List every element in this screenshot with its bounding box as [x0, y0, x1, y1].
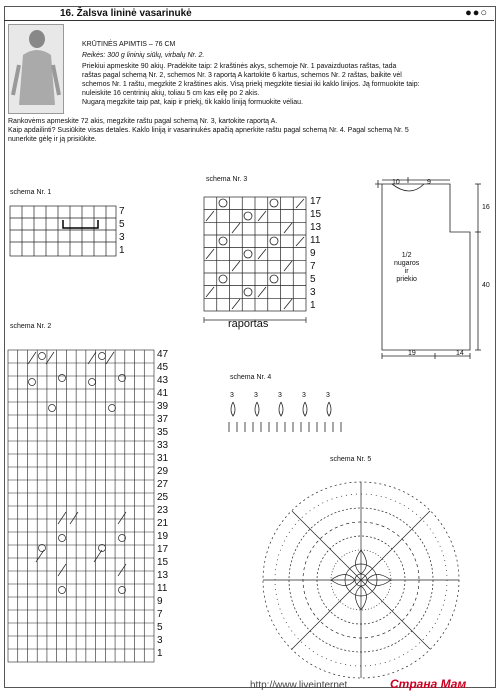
schema1-row-1: 1 — [119, 245, 125, 256]
schema2-row-31: 31 — [157, 453, 169, 464]
schema2-row-23: 23 — [157, 505, 169, 516]
sleeve-instructions: Rankovėms apmeskite 72 akis, megzkite raštu pagal schemą Nr. 3, kartokite raportą A. — [8, 118, 278, 125]
schema5-label: schema Nr. 5 — [330, 456, 372, 463]
front-instructions-4: nuleiskite 16 centrinių akių, toliau 5 cm kas eilę po 2 akis. — [82, 90, 260, 97]
schema3-row-9: 9 — [310, 248, 316, 259]
schema2-row-43: 43 — [157, 375, 169, 386]
schema2-row-3: 3 — [157, 635, 163, 646]
schema3-row-1: 1 — [310, 300, 316, 311]
schema1-row-3: 3 — [119, 232, 125, 243]
schema3-row-5: 5 — [310, 274, 316, 285]
schema3-row-13: 13 — [310, 222, 322, 233]
schema2-row-33: 33 — [157, 440, 169, 451]
schema4-label: schema Nr. 4 — [230, 374, 272, 381]
schema5-flower — [250, 470, 472, 680]
schema2-row-21: 21 — [157, 518, 169, 529]
schema2-row-29: 29 — [157, 466, 169, 477]
back-instructions: Nugarą megzkite taip pat, kaip ir priekį, tik kaklo liniją formuokite vėliau. — [82, 99, 303, 106]
diagram-center-label: 1/2 nugaros ir priekio — [394, 252, 420, 283]
front-instructions-3: schemos Nr. 1 raštu, megzkite 2 kraštines akis. Visą priekį megzkite tiesiai iki kaklo linijos. Ją formuokite taip: — [82, 81, 420, 88]
watermark-url: http://www.liveinternet. — [250, 680, 351, 691]
front-instructions-1: Priekiui apmeskite 90 akių. Pradėkite taip: 2 kraštinės akys, schemoje Nr. 1 pavaizduotas raštas, tada — [82, 63, 397, 70]
schema2-row-37: 37 — [157, 414, 169, 425]
repeat-label: raportas — [228, 318, 269, 330]
schema3-label: schema Nr. 3 — [206, 176, 248, 183]
site-logo: Страна Мам — [390, 677, 467, 691]
model-photo — [8, 24, 64, 114]
schema2-row-1: 1 — [157, 648, 163, 659]
diagram-armhole-depth: 16 — [482, 204, 490, 211]
difficulty-marks: ●●○ — [465, 7, 488, 19]
schema2-row-25: 25 — [157, 492, 169, 503]
schema3-row-3: 3 — [310, 287, 316, 298]
schema2-row-13: 13 — [157, 570, 169, 581]
schema4-count-5: 3 — [326, 392, 330, 399]
schema3-grid — [202, 193, 310, 325]
schema2-row-45: 45 — [157, 362, 169, 373]
schema2-row-27: 27 — [157, 479, 169, 490]
schema1-label: schema Nr. 1 — [10, 189, 52, 196]
schema2-row-39: 39 — [157, 401, 169, 412]
materials-line: Reikės: 300 g lininių siūlų, virbalų Nr. 2. — [82, 52, 205, 59]
schema3-row-15: 15 — [310, 209, 322, 220]
garment-diagram — [370, 172, 495, 362]
schema2-row-19: 19 — [157, 531, 169, 542]
schema4-count-4: 3 — [302, 392, 306, 399]
diagram-body-length: 40 — [482, 282, 490, 289]
schema3-row-7: 7 — [310, 261, 316, 272]
schema4-count-1: 3 — [230, 392, 234, 399]
pattern-title: 16. Žalsva lininė vasarinukė — [60, 8, 192, 19]
schema2-row-41: 41 — [157, 388, 169, 399]
schema2-row-9: 9 — [157, 596, 163, 607]
diagram-half-width: 19 — [408, 350, 416, 357]
schema2-row-35: 35 — [157, 427, 169, 438]
size-line: KRŪTINĖS APIMTIS – 76 CM — [82, 41, 176, 48]
schema2-row-11: 11 — [157, 583, 168, 594]
front-instructions-2: raštas pagal schemą Nr. 2, schemos Nr. 3 raportą A kartokite 6 kartus, schemos Nr. 2 raštas, baikite vėl — [82, 72, 402, 79]
schema1-grid — [8, 204, 120, 258]
schema4-count-3: 3 — [278, 392, 282, 399]
schema3-row-11: 11 — [310, 235, 321, 246]
schema3-row-17: 17 — [310, 196, 322, 207]
finishing-instructions-2: nunerkite gėlę ir ją prisiūkite. — [8, 136, 97, 143]
schema1-row-7: 7 — [119, 206, 125, 217]
schema2-grid — [6, 348, 156, 666]
schema1-row-5: 5 — [119, 219, 125, 230]
diagram-hem-width: 14 — [456, 350, 464, 357]
schema2-label: schema Nr. 2 — [10, 323, 52, 330]
schema2-row-17: 17 — [157, 544, 169, 555]
schema2-row-47: 47 — [157, 349, 169, 360]
diagram-neck-width: 10 — [392, 179, 400, 186]
schema2-row-5: 5 — [157, 622, 163, 633]
finishing-instructions-1: Kaip apdailinti? Susiūkite visas detales. Kaklo liniją ir vasarinukės apačią apnerkite raštu pagal schemą Nr. 4. Pagal schemą Nr. 5 — [8, 127, 409, 134]
diagram-shoulder-width: 9 — [427, 179, 431, 186]
schema2-row-15: 15 — [157, 557, 169, 568]
schema2-row-7: 7 — [157, 609, 163, 620]
schema4-count-2: 3 — [254, 392, 258, 399]
